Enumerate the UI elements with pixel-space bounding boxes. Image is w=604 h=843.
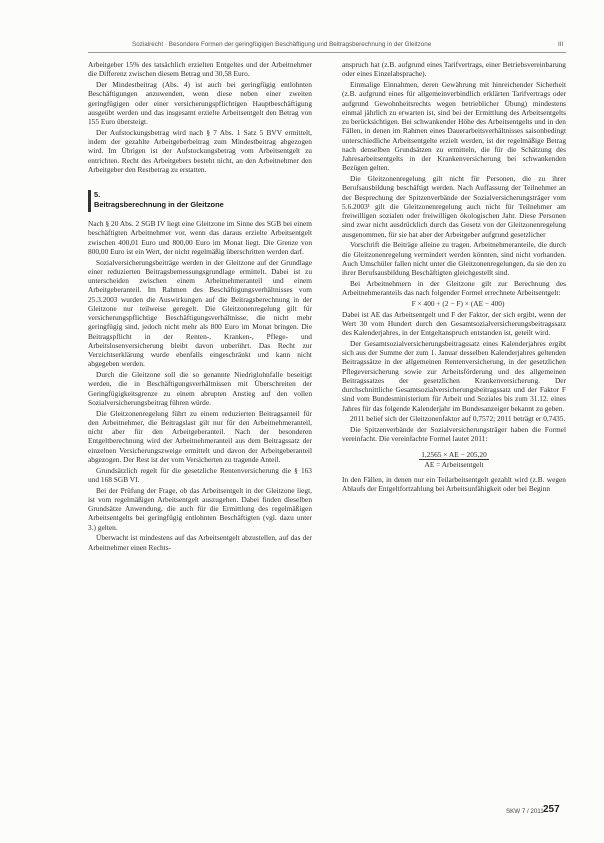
section-number: 5.: [94, 190, 101, 199]
running-header: Sozialrecht · Besondere Formen der geringfügigen Beschäftigung und Beitragsberechnung in der Gleitzone: [132, 41, 432, 48]
formula-legend: AE = Arbeitsentgelt: [424, 459, 484, 469]
paragraph: Sozialversicherungsbeiträge werden in der Gleitzone auf der Grundlage einer reduzierten Beitragsbemessungsgrundlage ermittelt. Dabei ist zu unterscheiden zwischen einem Arbeitnehmeranteil und einem Arbeitgeberanteil. Im Rahmen des Beschäftigungsverhältnisses vom 25.3.2003 wurden die Auswirkungen auf die Beitragsberechnung in der Gleitzone nur teilweise geregelt. Die Gleitzonenregelung gilt für versicherungspflichtige Beschäftigungsverhältnisse, die nicht mehr geringfügig sind, jedoch nicht mehr als 800 Euro im Monat bringen. Die Beitragspflicht in der Renten-, Kranken-, Pflege- und Arbeitslosenversicherung bleibt davon unberührt. Das Recht zur Verzichtserklärung wurde ebenfalls eingeschränkt und kann nicht abgegeben werden.: [88, 257, 312, 369]
header-rule: [88, 52, 566, 53]
paragraph: Die Spitzenverbände der Sozialversicherungsträger haben die Formel vereinfacht. Die vereinfachte Formel lautet 2011:: [342, 425, 566, 444]
paragraph: Grundsätzlich regelt für die gesetzliche Rentenversicherung die § 163 und 168 SGB VI.: [88, 465, 312, 484]
header-page-ref: III: [558, 41, 564, 48]
left-column: [88, 60, 312, 553]
formula-numerator: 1,2565 × AE − 205,20: [421, 449, 487, 459]
formula-simplified: [342, 450, 566, 470]
formula: F × 400 + (2 − F) × (AE − 400): [411, 298, 505, 308]
paragraph: Vorschrift die Beiträge alleine zu tragen. Arbeitnehmeranteile, die durch die Gleitzonenregelung vermindert werden könnten, sind nicht vorhanden. Auch Umschüler fallen nicht unter die Gleitzonenregelungen, da sie den zu ihrer Berufsausbildung Beschäftigten gleichgestellt sind.: [342, 240, 566, 277]
paragraph: Nach § 20 Abs. 2 SGB IV liegt eine Gleitzone im Sinne des SGB bei einem beschäftigten Arbeitnehmer vor, wenn das daraus erzielte Arbeitsentgelt zwischen 400,01 Euro und 800,00 Euro im Monat liegt. Die Grenze von 800,00 Euro ist ein Wert, der nicht regelmäßig überschritten werden darf.: [88, 219, 312, 256]
section-marker: [88, 190, 91, 212]
paragraph: Bei Arbeitnehmern in der Gleitzone gilt zur Berechnung des Arbeitnehmeranteils das nach folgender Formel errechnete Arbeitsentgelt:: [342, 278, 566, 297]
section-heading: [88, 190, 312, 210]
paragraph: Durch die Gleitzone soll die so genannte Niedriglohnfalle beseitigt werden, die in Beschäftigungsverhältnissen mit Überschreiten der Geringfügigkeitsgrenze zu einem abrupten Anstieg auf den vollen Sozialversicherungsbeitrag führen würde.: [88, 370, 312, 407]
paragraph: Dabei ist AE das Arbeitsentgelt und F der Faktor, der sich ergibt, wenn der Wert 30 vom Hundert durch den Gesamtsozialversicherungsbeitragssatz des Kalenderjahres, in der Entgeltanspruch entstanden ist, geteilt wird.: [342, 309, 566, 337]
paragraph: Die Gleitzonenregelung gilt nicht für Personen, die zu ihrer Berufsausbildung beschäftigt werden. Nach Auffassung der Teilnehmer an der Besprechung der Spitzenverbände der Sozialversicherungsträger vom 5.6.2003¹ gilt die Gleitzonenregelung auch nicht für Teilnehmer am freiwilligen sozialen oder freiwilligen ökologischen Jahr. Diese Personen sind zwar nicht ausdrücklich durch das Gesetz von der Gleitzonenregelung ausgenommen, für sie hat aber der Arbeitgeber aufgrund gesetzlicher: [342, 174, 566, 239]
paragraph: Arbeitgeber 15% des tatsächlich erzielten Entgeltes und der Arbeitnehmer die Differenz zwischen diesem Betrag und 30,58 Euro.: [88, 60, 312, 79]
paragraph: 2011 belief sich der Gleitzonenfaktor auf 0,7572; 2011 beträgt er 0,7435.: [350, 414, 566, 424]
paragraph: Bei der Prüfung der Frage, ob das Arbeitsentgelt in der Gleitzone liegt, ist vom regelmäßigen Arbeitsentgelt auszugehen. Dabei finden dieselben Grundsätze Anwendung, die auch für die Ermittlung des regelmäßigen Arbeitsentgelts bei geringfügig entlohnten Beschäftigten (vgl. dazu unter 3.) gelten.: [88, 485, 312, 532]
paragraph: In den Fällen, in denen nur ein Teilarbeitsentgelt gezahlt wird (z.B. wegen Ablaufs der Entgeltfortzahlung bei Arbeitsunfähigkeit oder bei Beginn: [342, 475, 566, 494]
paragraph: Der Aufstockungsbetrag wird nach § 7 Abs. 1 Satz 5 BVV ermittelt, indem der gezahlte Arbeitgeberbeitrag zum Mindestbeitrag abgezogen wird. Im Übrigen ist der Aufstockungsbetrag vom Arbeitsentgelt zu entrichten. Recht des Arbeitgebers besteht nicht, an den Arbeitnehmer den Arbeitgeber den Restbetrag zu erstatten.: [88, 127, 312, 174]
right-column: [342, 60, 566, 495]
paragraph: Der Mindestbeitrag (Abs. 4) ist auch bei geringfügig entlohnten Beschäftigungen anzuwenden, wenn diese neben einer zweiten geringfügigen oder einer versicherungspflichtigen Hauptbeschäftigung ausgeübt werden und das insgesamt erzielte Arbeitsentgelt den Betrag von 155 Euro übersteigt.: [88, 80, 312, 126]
section-title: Beitragsberechnung in der Gleitzone: [94, 200, 224, 209]
paragraph: Der Gesamtsozialversicherungsbeitragssatz eines Kalenderjahres ergibt sich aus der Summe der zum 1. Januar desselben Kalenderjahres geltenden Beitragssätze in der allgemeinen Rentenversicherung, in der gesetzlichen Pflegeversicherung sowie zur Arbeitsförderung und des allgemeinen Beitragssatzes der gesetzlichen Krankenversicherung. Der durchschnittliche Gesamtsozialversicherungsbeitragssatz und der Faktor F sind vom Bundesministerium für Arbeit und Soziales bis zum 31.12. eines Jahres für das folgende Kalenderjahr im Bundesanzeiger bekannt zu geben.: [342, 338, 566, 413]
footer-issue: SKW 7 / 2011: [506, 808, 544, 815]
paragraph: Die Gleitzonenregelung führt zu einem reduzierten Beitragsanteil für den Arbeitnehmer, die Beitragslast gilt nur für den Arbeitnehmeranteil, nicht aber für den Arbeitgeberanteil. Nach der besonderen Entgeltberechnung wird der Arbeitnehmeranteil aus dem Beitragssatz der einzelnen Versicherungszweige ermittelt und davon der Arbeitgeberanteil abgezogen. Der Rest ist der vom Versicherten zu tragende Anteil.: [88, 408, 312, 464]
paragraph: Einmalige Einnahmen, deren Gewährung mit hinreichender Sicherheit (z.B. aufgrund eines für allgemeinverbindlich erklärten Tarifvertrags oder aufgrund Gewohnheitsrechts wegen betrieblicher Übung) mindestens einmal jährlich zu erwarten ist, sind bei der Ermittlung des Arbeitsentgelts zu berücksichtigen. Bei schwankender Höhe des Arbeitsentgelts und in den Fällen, in denen im Rahmen eines Dauerarbeitsverhältnisses saisonbedingt unterschiedliche Arbeitsentgelte erzielt werden, ist der regelmäßige Betrag nach denselben Grundsätzen zu ermitteln, die für die Schätzung des Jahresarbeitsentgelts in der Krankenversicherung bei schwankenden Bezügen gelten.: [342, 80, 566, 173]
page-number: 257: [543, 804, 560, 815]
paragraph: Überwacht ist mindestens auf das Arbeitsentgelt abzustellen, auf das der Arbeitnehmer einen Rechts-: [88, 533, 312, 552]
paragraph: anspruch hat (z.B. aufgrund eines Tarifvertrags, einer Betriebsvereinbarung oder eines Einzelabsprache).: [342, 60, 566, 79]
